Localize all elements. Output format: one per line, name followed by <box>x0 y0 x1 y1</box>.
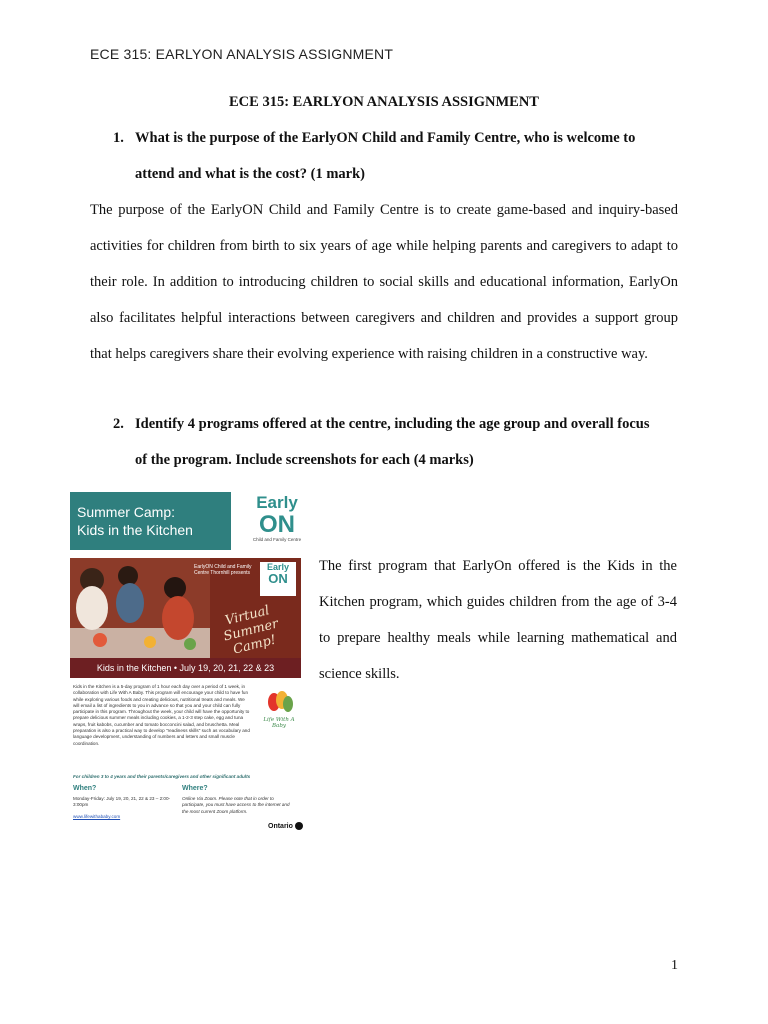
logo-line-2: ON <box>259 511 295 538</box>
virtual-summer-camp-script: Virtual Summer Camp! <box>222 603 280 658</box>
photo-caption: EarlyON Child and Family Centre Thornhill presents <box>194 564 252 576</box>
when-label: When? <box>73 785 97 792</box>
ontario-text: Ontario <box>268 822 293 830</box>
answer-1-paragraph: The purpose of the EarlyON Child and Family Centre is to create game-based and inquiry-based activities for children from birth to six years of age while helping parents and caregivers to adapt to their role. In addition to introducing children to social skills and educational information, EarlyOn also facilitates helpful interactions between caregivers and children and provides a support group that helps caregivers share their evolving experience with raising children in a constructive way. <box>90 202 678 362</box>
when-text: Monday-Friday: July 19, 20, 21, 22 & 23 – 2:00-3:00pm <box>73 796 171 808</box>
question-1-line-2: attend and what is the cost? (1 mark) <box>135 166 365 182</box>
question-2-number: 2. <box>113 416 124 432</box>
flyer-body-text: Kids in the Kitchen is a 5-day program of 1 hour each day over a period of 1 week, in collaboration with Life With A Baby. This program will encourage your child to have fun while exploring various foods and creating delicious, nutritional treats and meals. We will email a list of ingredients to you in advance so that you and your child can fully participate in this program. Throughout the week, your child will have the opportunity to prepare delicious summer meals including cookies, a 1-2-3 step cake, egg and tuna wraps, fruit kabobs, cucumber and tomato bocconcini salad, and bruschetta. Meal preparation is also a practical way to develop "readiness skills" such as vocabulary and language development, understanding of numbers and letters and small muscle coordination. <box>73 684 250 746</box>
flyer-date-band: Kids in the Kitchen • July 19, 20, 21, 22 & 23 <box>70 658 301 678</box>
leaf-icon <box>264 690 294 712</box>
partner-logo-text: Life With A Baby <box>263 717 295 729</box>
flyer-heading <box>70 492 231 550</box>
logo-subtitle: Child and Family Centre <box>252 537 302 542</box>
question-1-line-1: What is the purpose of the EarlyON Child and Family Centre, who is welcome to <box>135 130 636 146</box>
flyer-photo <box>70 558 301 678</box>
photo-logo <box>260 562 296 596</box>
photo-logo-line-2: ON <box>268 571 288 586</box>
where-text: Online Via Zoom. Please note that in order to participate, you must have access to the internet and the most current Zoom platform. <box>182 796 290 814</box>
question-2-line-2: of the program. Include screenshots for each (4 marks) <box>135 452 474 468</box>
website-link[interactable]: www.lifewithababy.com <box>73 814 121 819</box>
page-number: 1 <box>671 958 678 973</box>
document-title: ECE 315: EARLYON ANALYSIS ASSIGNMENT <box>229 94 539 110</box>
partner-logo <box>256 690 302 729</box>
flyer-heading-line-2: Kids in the Kitchen <box>77 522 193 538</box>
audience-line: For children 3 to 4 years and their parents/caregivers and other significant adults <box>73 774 251 779</box>
running-head: ECE 315: EARLYON ANALYSIS ASSIGNMENT <box>90 46 394 62</box>
trillium-icon <box>295 822 303 830</box>
question-1-number: 1. <box>113 130 124 146</box>
program-flyer-image <box>70 492 310 836</box>
answer-2-paragraph: The first program that EarlyOn offered is the Kids in the Kitchen program, which guides children from the age of 3-4 to prepare healthy meals while learning mathematical and science skills. <box>319 558 677 682</box>
question-2-line-1: Identify 4 programs offered at the centre, including the age group and overall focus <box>135 416 650 432</box>
photo-logo-line-1: Early <box>266 562 290 572</box>
flyer-heading-line-1: Summer Camp: <box>77 504 176 520</box>
ontario-logo <box>268 822 303 830</box>
logo-line-1: Early <box>256 493 298 512</box>
earlyon-logo <box>246 494 308 542</box>
where-label: Where? <box>182 785 208 792</box>
